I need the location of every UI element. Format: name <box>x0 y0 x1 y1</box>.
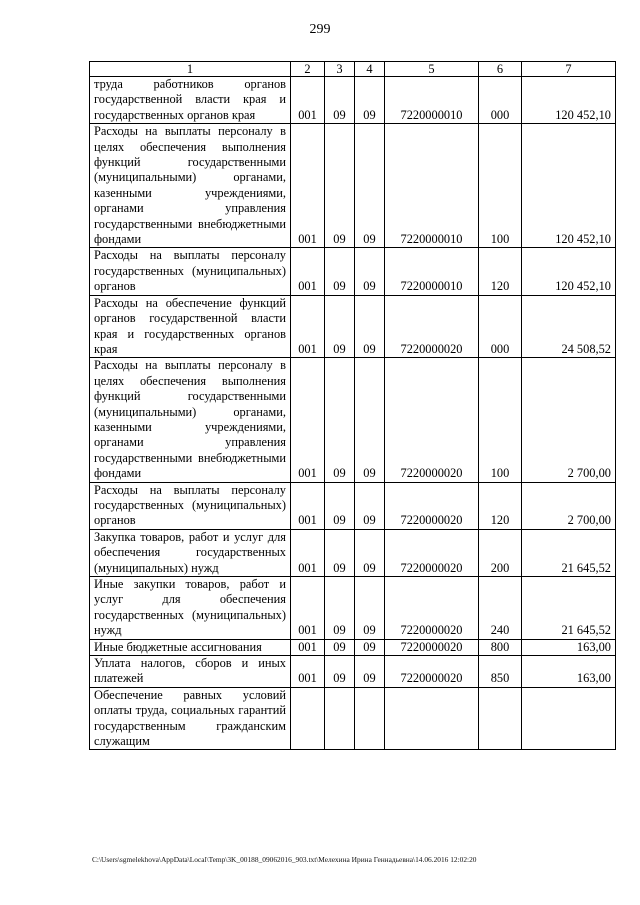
page-number: 299 <box>309 22 331 37</box>
row-name: Обеспечение равных условий оплаты труда, социальных гарантий государственным гражданским служащим <box>90 687 291 750</box>
row-name: труда работников органов государственной власти края и государственных органов края <box>90 77 291 124</box>
row-code-4: 09 <box>355 248 385 295</box>
row-code-3: 09 <box>325 358 355 482</box>
table-row <box>90 577 616 640</box>
row-code-2: 001 <box>291 358 325 482</box>
column-header-3: 3 <box>325 62 355 77</box>
row-code-6 <box>479 687 522 750</box>
row-name: Закупка товаров, работ и услуг для обеспечения государственных (муниципальных) нужд <box>90 529 291 576</box>
column-header-4: 4 <box>355 62 385 77</box>
row-code-2 <box>291 687 325 750</box>
column-header-6: 6 <box>479 62 522 77</box>
row-amount <box>522 687 616 750</box>
row-code-6: 850 <box>479 656 522 688</box>
row-code-4: 09 <box>355 358 385 482</box>
row-code-4: 09 <box>355 124 385 248</box>
row-code-4: 09 <box>355 656 385 688</box>
row-name: Иные бюджетные ассигнования <box>90 639 291 655</box>
row-amount: 24 508,52 <box>522 295 616 358</box>
row-code-5: 7220000020 <box>385 295 479 358</box>
row-code-4: 09 <box>355 577 385 640</box>
row-name: Расходы на выплаты персоналу государственных (муниципальных) органов <box>90 482 291 529</box>
row-code-6: 120 <box>479 482 522 529</box>
row-code-2: 001 <box>291 577 325 640</box>
table-row <box>90 687 616 750</box>
row-code-6: 800 <box>479 639 522 655</box>
row-name: Иные закупки товаров, работ и услуг для обеспечения государственных (муниципальных) нужд <box>90 577 291 640</box>
row-code-2: 001 <box>291 482 325 529</box>
row-code-3: 09 <box>325 577 355 640</box>
row-code-5: 7220000010 <box>385 248 479 295</box>
row-code-4: 09 <box>355 529 385 576</box>
row-code-5: 7220000010 <box>385 124 479 248</box>
file-path-footer: C:\Users\sgmelekhova\AppData\Local\Temp\3K_00188_09062016_903.txt\Мелехина Ирина Геннадьевна\14.06.2016 12:02:20 <box>92 855 477 864</box>
table-row <box>90 295 616 358</box>
row-code-4 <box>355 687 385 750</box>
table-row <box>90 248 616 295</box>
column-header-7: 7 <box>522 62 616 77</box>
row-amount: 2 700,00 <box>522 482 616 529</box>
table-row <box>90 77 616 124</box>
row-code-2: 001 <box>291 295 325 358</box>
row-code-4: 09 <box>355 639 385 655</box>
row-code-6: 120 <box>479 248 522 295</box>
row-amount: 120 452,10 <box>522 124 616 248</box>
row-code-5 <box>385 687 479 750</box>
row-code-3: 09 <box>325 248 355 295</box>
row-amount: 120 452,10 <box>522 248 616 295</box>
row-code-5: 7220000020 <box>385 639 479 655</box>
row-code-6: 200 <box>479 529 522 576</box>
row-code-5: 7220000020 <box>385 482 479 529</box>
row-name: Уплата налогов, сборов и иных платежей <box>90 656 291 688</box>
column-header-2: 2 <box>291 62 325 77</box>
row-code-6: 100 <box>479 358 522 482</box>
row-code-3: 09 <box>325 124 355 248</box>
row-name: Расходы на выплаты персоналу в целях обеспечения выполнения функций государственными (муниципальными) органами, казенными учреждениями, органами управления государственными внебюджетными фондами <box>90 358 291 482</box>
row-name: Расходы на обеспечение функций органов государственной власти края и государственных органов края <box>90 295 291 358</box>
row-amount: 163,00 <box>522 639 616 655</box>
table-header-row <box>90 62 616 77</box>
row-code-6: 100 <box>479 124 522 248</box>
row-code-6: 000 <box>479 77 522 124</box>
row-code-3: 09 <box>325 482 355 529</box>
table-row <box>90 124 616 248</box>
table-row <box>90 482 616 529</box>
row-code-2: 001 <box>291 77 325 124</box>
row-code-5: 7220000020 <box>385 358 479 482</box>
row-code-4: 09 <box>355 77 385 124</box>
row-code-4: 09 <box>355 482 385 529</box>
row-code-5: 7220000020 <box>385 656 479 688</box>
row-code-5: 7220000010 <box>385 77 479 124</box>
row-code-3 <box>325 687 355 750</box>
row-code-2: 001 <box>291 248 325 295</box>
row-amount: 21 645,52 <box>522 577 616 640</box>
row-code-4: 09 <box>355 295 385 358</box>
row-code-3: 09 <box>325 529 355 576</box>
column-header-5: 5 <box>385 62 479 77</box>
row-name: Расходы на выплаты персоналу государственных (муниципальных) органов <box>90 248 291 295</box>
row-name: Расходы на выплаты персоналу в целях обеспечения выполнения функций государственными (муниципальными) органами, казенными учреждениями, органами управления государственными внебюджетными фондами <box>90 124 291 248</box>
row-code-2: 001 <box>291 656 325 688</box>
row-code-3: 09 <box>325 295 355 358</box>
row-amount: 21 645,52 <box>522 529 616 576</box>
table-row <box>90 358 616 482</box>
row-amount: 120 452,10 <box>522 77 616 124</box>
row-code-2: 001 <box>291 124 325 248</box>
row-code-6: 000 <box>479 295 522 358</box>
budget-table <box>89 61 616 750</box>
row-code-3: 09 <box>325 77 355 124</box>
row-code-2: 001 <box>291 529 325 576</box>
column-header-1: 1 <box>90 62 291 77</box>
row-amount: 2 700,00 <box>522 358 616 482</box>
table-row <box>90 529 616 576</box>
row-code-3: 09 <box>325 639 355 655</box>
row-code-5: 7220000020 <box>385 529 479 576</box>
row-code-2: 001 <box>291 639 325 655</box>
row-code-6: 240 <box>479 577 522 640</box>
table-row <box>90 656 616 688</box>
row-code-3: 09 <box>325 656 355 688</box>
table-row <box>90 639 616 655</box>
row-amount: 163,00 <box>522 656 616 688</box>
row-code-5: 7220000020 <box>385 577 479 640</box>
